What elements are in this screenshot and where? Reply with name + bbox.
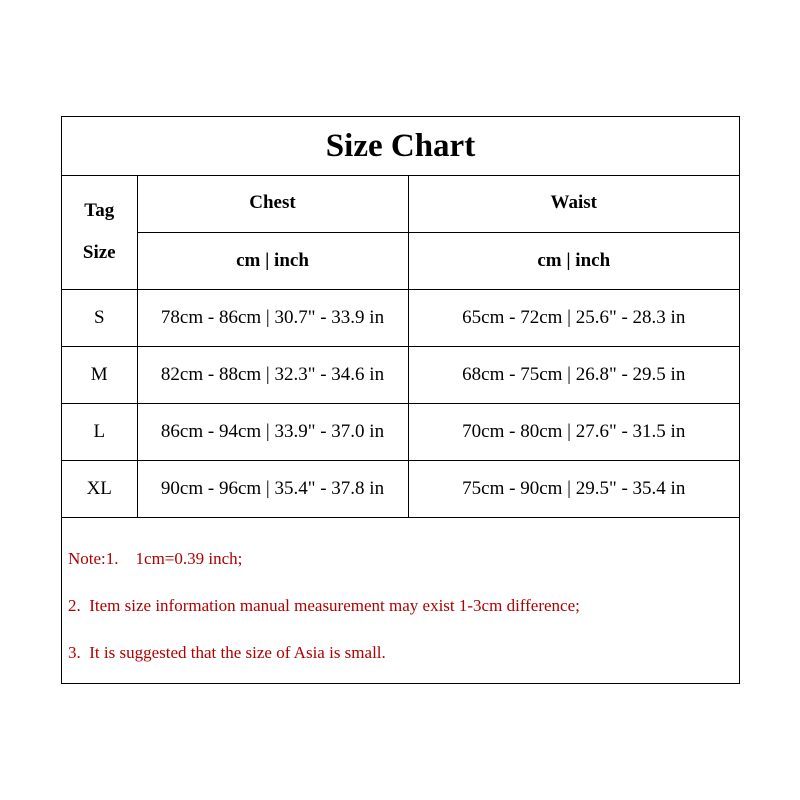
chest-unit-header: cm | inch (137, 232, 408, 289)
chest-cell: 78cm - 86cm | 30.7" - 33.9 in (137, 289, 408, 346)
chest-cell: 90cm - 96cm | 35.4" - 37.8 in (137, 460, 408, 517)
table-row (62, 460, 739, 517)
size-cell: XL (62, 460, 137, 517)
size-cell: M (62, 346, 137, 403)
waist-cell: 65cm - 72cm | 25.6" - 28.3 in (408, 289, 739, 346)
size-cell: L (62, 403, 137, 460)
table-row (62, 403, 739, 460)
chest-cell: 82cm - 88cm | 32.3" - 34.6 in (137, 346, 408, 403)
tag-size-header (62, 175, 137, 289)
note-conversion: Note:1. 1cm=0.39 inch; (68, 549, 243, 568)
chest-cell: 86cm - 94cm | 33.9" - 37.0 in (137, 403, 408, 460)
notes-section (62, 525, 739, 683)
tag-size-header-line1: Tag (84, 199, 115, 221)
note-asia-size: 3. It is suggested that the size of Asia is small. (68, 643, 386, 662)
page-title: Size Chart (62, 117, 739, 176)
table-row (62, 289, 739, 346)
tag-size-header-line2: Size (82, 241, 116, 263)
note-measurement: 2. Item size information manual measurement may exist 1-3cm difference; (68, 596, 580, 615)
table-unit-row (62, 232, 739, 289)
chest-header: Chest (137, 175, 408, 232)
waist-unit-header: cm | inch (408, 232, 739, 289)
waist-cell: 75cm - 90cm | 29.5" - 35.4 in (408, 460, 739, 517)
table-header-row (62, 175, 739, 232)
waist-cell: 68cm - 75cm | 26.8" - 29.5 in (408, 346, 739, 403)
waist-cell: 70cm - 80cm | 27.6" - 31.5 in (408, 403, 739, 460)
waist-header: Waist (408, 175, 739, 232)
size-cell: S (62, 289, 137, 346)
table-row (62, 346, 739, 403)
size-table (62, 175, 739, 518)
size-chart-sheet (61, 116, 740, 684)
